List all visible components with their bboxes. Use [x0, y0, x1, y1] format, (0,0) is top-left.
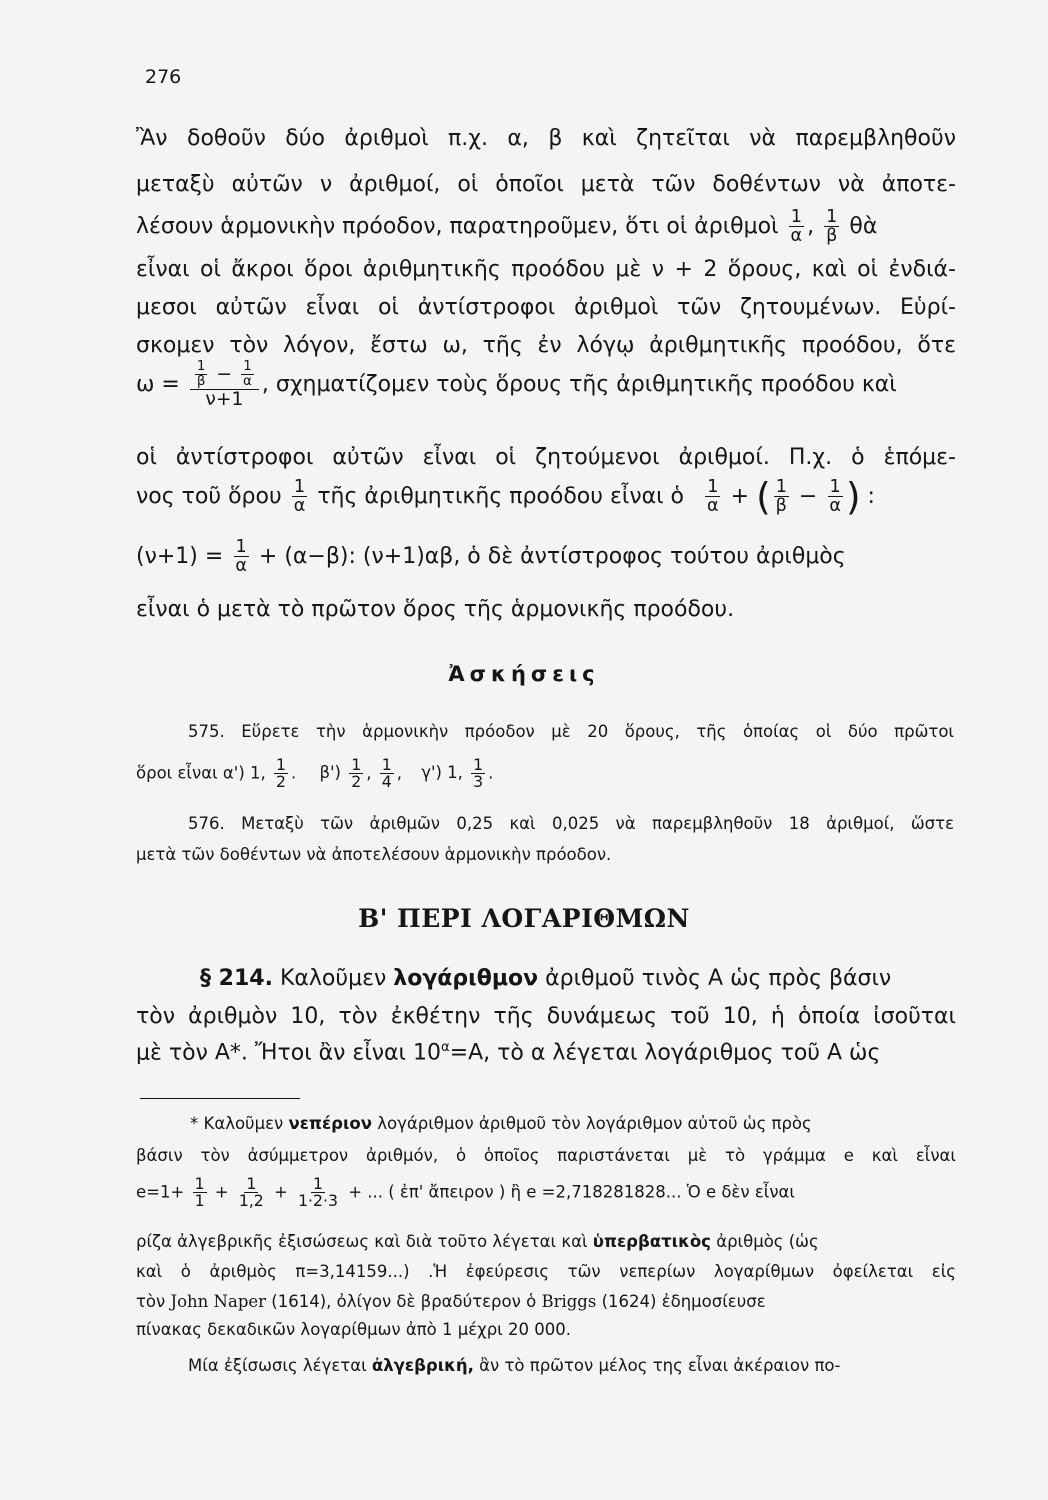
text-segment: + (α−β): (ν+1)αβ, ὁ δὲ ἀντίστροφος τούτου ἀριθμὸς — [258, 543, 846, 569]
text-segment: + ... ( ἐπ' ἄπειρον ) ἢ e =2,718281828... Ὁ e δὲν εἶναι — [348, 1182, 795, 1202]
fraction-1-over-alpha: $\frac{1}{\alpha}$ — [829, 477, 841, 517]
text-segment: γ') 1, — [421, 763, 463, 783]
text-segment: (1624) ἐδημοσίευσε — [601, 1292, 766, 1311]
footnote-line-3 — [136, 1176, 956, 1210]
paragraph-line-5: μεσοι αὐτῶν εἶναι οἱ ἀντίστροφοι ἀριθμοὶ τῶν ζητουμένων. Εὑρί- — [136, 295, 956, 320]
text-segment: θὰ — [849, 213, 878, 239]
omega-equals: ω = — [136, 371, 180, 397]
text-segment: τὸν — [136, 1292, 166, 1311]
footnote-line-5: καὶ ὁ ἀριθμὸς π=3,14159...) .Ἡ ἐφεύρεσις τῶν νεπερίων λογαρίθμων ὀφείλεται εἰς — [136, 1262, 956, 1281]
fraction-1-over-3: $\frac{1}{3}$ — [473, 755, 484, 792]
text-segment: β') — [319, 763, 341, 783]
fraction-1-over-alpha: $\frac{1}{\alpha}$ — [293, 477, 306, 517]
section-214-line-1 — [200, 966, 956, 991]
footnote-line-1 — [190, 1114, 954, 1133]
section-title: Β' ΠΕΡΙ ΛΟΓΑΡΙΘΜΩΝ — [358, 904, 690, 933]
footnote-separator — [140, 1098, 300, 1099]
plus-sign: + — [274, 1182, 288, 1202]
paragraph-line-3 — [136, 208, 956, 246]
text-segment: Καλοῦμεν — [279, 966, 387, 991]
bold-term-transcendental: ὑπερβατικὸς — [592, 1232, 711, 1251]
bold-term-logarithm: λογάριθμον — [393, 966, 539, 991]
section-214-line-3 — [136, 1040, 956, 1065]
name-briggs: Briggs — [541, 1292, 597, 1311]
paragraph-line-4: εἶναι οἱ ἄκροι ὅροι ἀριθμητικῆς προόδου μὲ ν + 2 ὅρους, καὶ οἱ ἐνδιά- — [136, 257, 956, 282]
comma: , — [807, 213, 815, 239]
paragraph-line-6: σκομεν τὸν λόγον, ἔστω ω, τῆς ἐν λόγῳ ἀριθμητικῆς προόδου, ὅτε — [136, 333, 956, 358]
paragraph-line-8: οἱ ἀντίστροφοι αὐτῶν εἶναι οἱ ζητούμενοι ἀριθμοί. Π.χ. ὁ ἑπόμε- — [136, 445, 956, 470]
colon: : — [867, 483, 875, 509]
bold-term-algebraic: ἀλγεβρική, — [371, 1356, 474, 1375]
fraction-1-over-beta: $\frac{1}{\beta}$ — [196, 359, 206, 390]
paragraph-line-1: Ἂν δοθοῦν δύο ἀριθμοὶ π.χ. α, β καὶ ζητεῖται νὰ παρεμβληθοῦν — [136, 126, 956, 151]
comma: , — [396, 763, 402, 783]
omega-numerator — [190, 360, 259, 390]
exercise-576-line-1: 576. Μεταξὺ τῶν ἀριθμῶν 0,25 καὶ 0,025 νὰ παρεμβληθοῦν 18 ἀριθμοί, ὥστε — [188, 814, 954, 833]
omega-denominator: ν+1 — [205, 389, 244, 411]
comma: , — [366, 763, 372, 783]
text-segment: * Καλοῦμεν — [190, 1114, 284, 1133]
text-segment: ἀριθμοῦ τινὸς Α ὡς πρὸς βάσιν — [545, 966, 892, 991]
fraction-1-over-1x2x3: $\frac{1}{1\cdot 2\cdot 3}$ — [298, 1174, 338, 1211]
name-john-naper: John Naper — [170, 1292, 267, 1311]
plus-sign: + — [214, 1182, 229, 1202]
fraction-1-over-beta: $\frac{1}{\beta}$ — [775, 477, 787, 517]
text-segment: ρίζα ἀλγεβρικῆς ἐξισώσεως καὶ διὰ τοῦτο λέγεται καὶ — [136, 1232, 588, 1251]
text-segment: ἀριθμὸς (ὡς — [716, 1232, 819, 1251]
footnote-line-7: πίνακας δεκαδικῶν λογαρίθμων ἀπὸ 1 μέχρι 20 000. — [136, 1320, 571, 1339]
text-segment: e=1+ — [136, 1182, 185, 1202]
text-segment: (ν+1) = — [136, 543, 224, 569]
text-segment: ὅροι εἶναι α') 1, — [136, 763, 266, 783]
footnote-line-2: βάσιν τὸν ἀσύμμετρον ἀριθμόν, ὁ ὁποῖος παριστάνεται μὲ τὸ γράμμα e καὶ εἶναι — [136, 1146, 956, 1165]
exponent: α — [440, 1040, 450, 1055]
text-segment: μὲ τὸν Α*. Ἤτοι ἂν εἶναι 10 — [136, 1040, 441, 1066]
footnote-line-4 — [136, 1232, 956, 1251]
paragraph-line-9 — [136, 474, 956, 519]
fraction-1-over-alpha: $\frac{1}{\alpha}$ — [235, 537, 247, 577]
omega-formula-line — [136, 360, 956, 410]
left-paren: ( — [756, 474, 771, 519]
right-paren: ) — [845, 474, 861, 519]
plus-sign: + — [730, 483, 750, 509]
paragraph-line-10 — [136, 538, 956, 576]
paragraph-line-11: εἶναι ὁ μετὰ τὸ πρῶτον ὅρος τῆς ἁρμονικῆς προόδου. — [136, 597, 735, 622]
omega-fraction — [190, 360, 259, 410]
text-segment: =Α, τὸ α λέγεται λογάριθμος τοῦ Α ὡς — [449, 1040, 881, 1066]
minus-sign: − — [798, 483, 818, 509]
text-segment: , σχηματίζομεν τοὺς ὅρους τῆς ἀριθμητικῆς προόδου καὶ — [261, 371, 897, 397]
fraction-1-over-1x2: $\frac{1}{1,2}$ — [238, 1174, 264, 1211]
paragraph-line-2: μεταξὺ αὐτῶν ν ἀριθμοί, οἱ ὁποῖοι μετὰ τῶν δοθέντων νὰ ἀποτε- — [136, 172, 956, 197]
page-number: 276 — [145, 66, 182, 88]
text-segment: Μία ἐξίσωσις λέγεται — [188, 1356, 367, 1375]
fraction-1-over-alpha: $\frac{1}{\alpha}$ — [243, 359, 252, 390]
fraction-1-over-1: $\frac{1}{1}$ — [194, 1174, 205, 1211]
footnote-line-6 — [136, 1292, 956, 1311]
fraction-1-over-alpha: $\frac{1}{\alpha}$ — [707, 477, 719, 517]
section-214-line-2: τὸν ἀριθμὸν 10, τὸν ἐκθέτην τῆς δυνάμεως τοῦ 10, ἡ ὁποία ἰσοῦται — [136, 1004, 956, 1029]
exercise-575-line-1: 575. Εὕρετε τὴν ἁρμονικὴν πρόοδον μὲ 20 ὅρους, τῆς ὁποίας οἱ δύο πρῶτοι — [188, 722, 954, 741]
minus-sign: − — [216, 364, 233, 386]
text-segment: ἂν τὸ πρῶτον μέλος της εἶναι ἀκέραιον πο- — [479, 1356, 841, 1375]
text-segment: λέσουν ἁρμονικὴν πρόοδον, παρατηροῦμεν, ὅτι οἱ ἀριθμοὶ — [136, 213, 779, 239]
section-number: § 214. — [200, 966, 273, 991]
text-segment: νος τοῦ ὅρου — [136, 483, 282, 509]
fraction-1-over-beta: $\frac{1}{\beta}$ — [826, 207, 838, 247]
fraction-1-over-2: $\frac{1}{2}$ — [351, 755, 362, 792]
text-segment: λογάριθμον ἀριθμοῦ τὸν λογάριθμον αὐτοῦ ὡς πρὸς — [377, 1114, 812, 1133]
fraction-1-over-2: $\frac{1}{2}$ — [276, 755, 286, 792]
text-segment: (1614), ὀλίγον δὲ βραδύτερον ὁ — [271, 1292, 537, 1311]
bold-term-neperian: νεπέριον — [288, 1114, 372, 1133]
exercise-575-line-2: ὅροι εἶναι α') 1, $\frac{1}{2}$ . β') $\frac{1}{2}$ , $\frac{1}{4}$ , γ') 1, $\frac{1}{3}$ . — [136, 755, 494, 792]
text-segment: τῆς ἀριθμητικῆς προόδου εἶναι ὁ — [317, 483, 685, 509]
exercises-heading: Ἀσκήσεις — [448, 662, 600, 686]
exercise-576-line-2: μετὰ τῶν δοθέντων νὰ ἀποτελέσουν ἁρμονικὴν πρόοδον. — [136, 845, 612, 864]
last-line — [188, 1356, 954, 1375]
fraction-1-over-4: $\frac{1}{4}$ — [381, 755, 392, 792]
fraction-1-over-alpha: $\frac{1}{\alpha}$ — [790, 207, 803, 247]
